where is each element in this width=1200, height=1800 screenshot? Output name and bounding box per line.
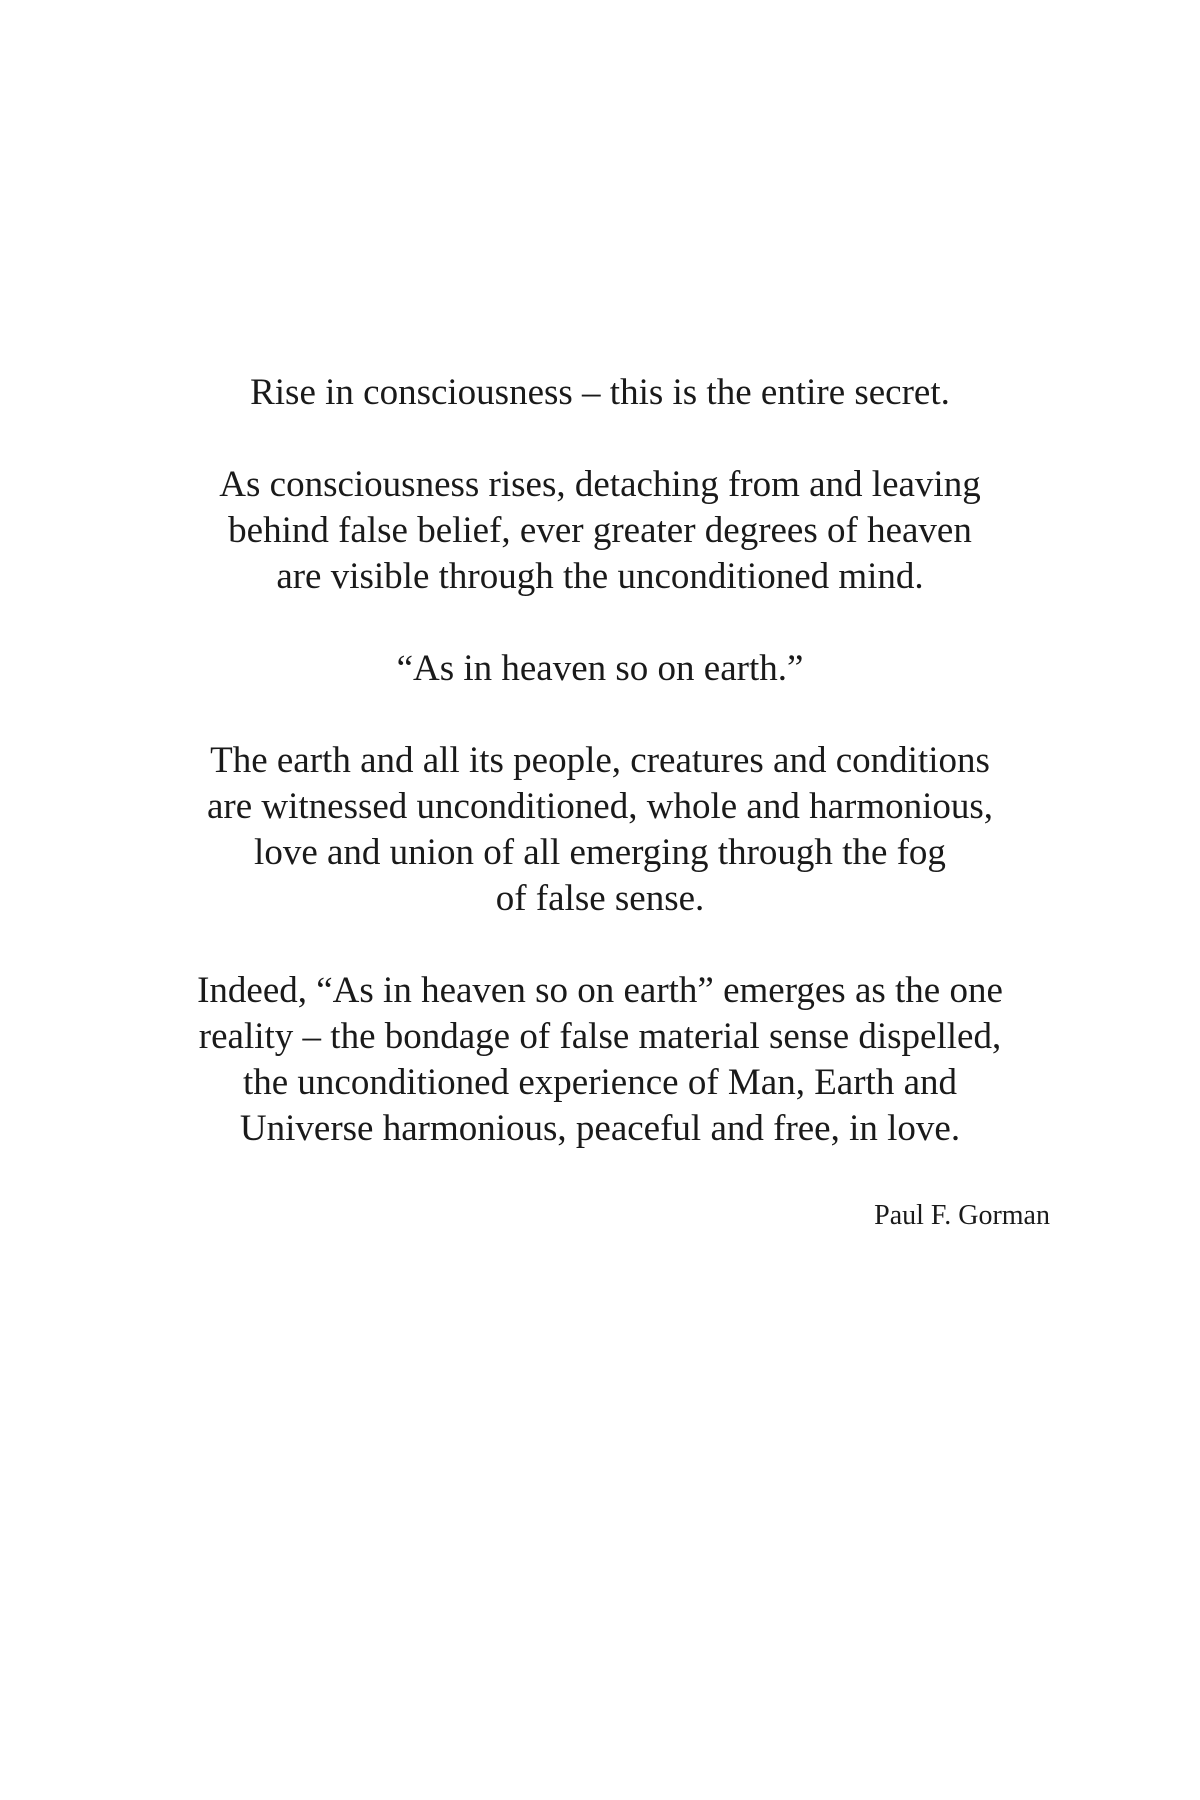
- text-line: Indeed, “As in heaven so on earth” emerges as the one: [197, 970, 1003, 1011]
- paragraph-5: [150, 968, 1050, 1152]
- text-line: are witnessed unconditioned, whole and harmonious,: [206, 786, 994, 827]
- poem-text: [150, 370, 1050, 1198]
- text-line: Universe harmonious, peaceful and free, in love.: [239, 1108, 961, 1149]
- text-line: reality – the bondage of false material sense dispelled,: [198, 1016, 1002, 1057]
- text-line: “As in heaven so on earth.”: [396, 648, 804, 689]
- paragraph-4: [150, 738, 1050, 922]
- text-line: Rise in consciousness – this is the entire secret.: [250, 372, 950, 413]
- paragraph-2: [150, 462, 1050, 600]
- text-line: behind false belief, ever greater degrees of heaven: [228, 510, 972, 551]
- text-line: of false sense.: [495, 878, 705, 919]
- text-line: The earth and all its people, creatures and conditions: [210, 740, 990, 781]
- text-line: As consciousness rises, detaching from and leaving: [219, 464, 981, 505]
- text-line: the unconditioned experience of Man, Earth and: [242, 1062, 958, 1103]
- paragraph-3: [150, 646, 1050, 692]
- author-signature: Paul F. Gorman: [874, 1200, 1050, 1231]
- paragraph-1: [150, 370, 1050, 416]
- text-line: are visible through the unconditioned mind.: [276, 556, 924, 597]
- text-line: love and union of all emerging through the fog: [254, 832, 946, 873]
